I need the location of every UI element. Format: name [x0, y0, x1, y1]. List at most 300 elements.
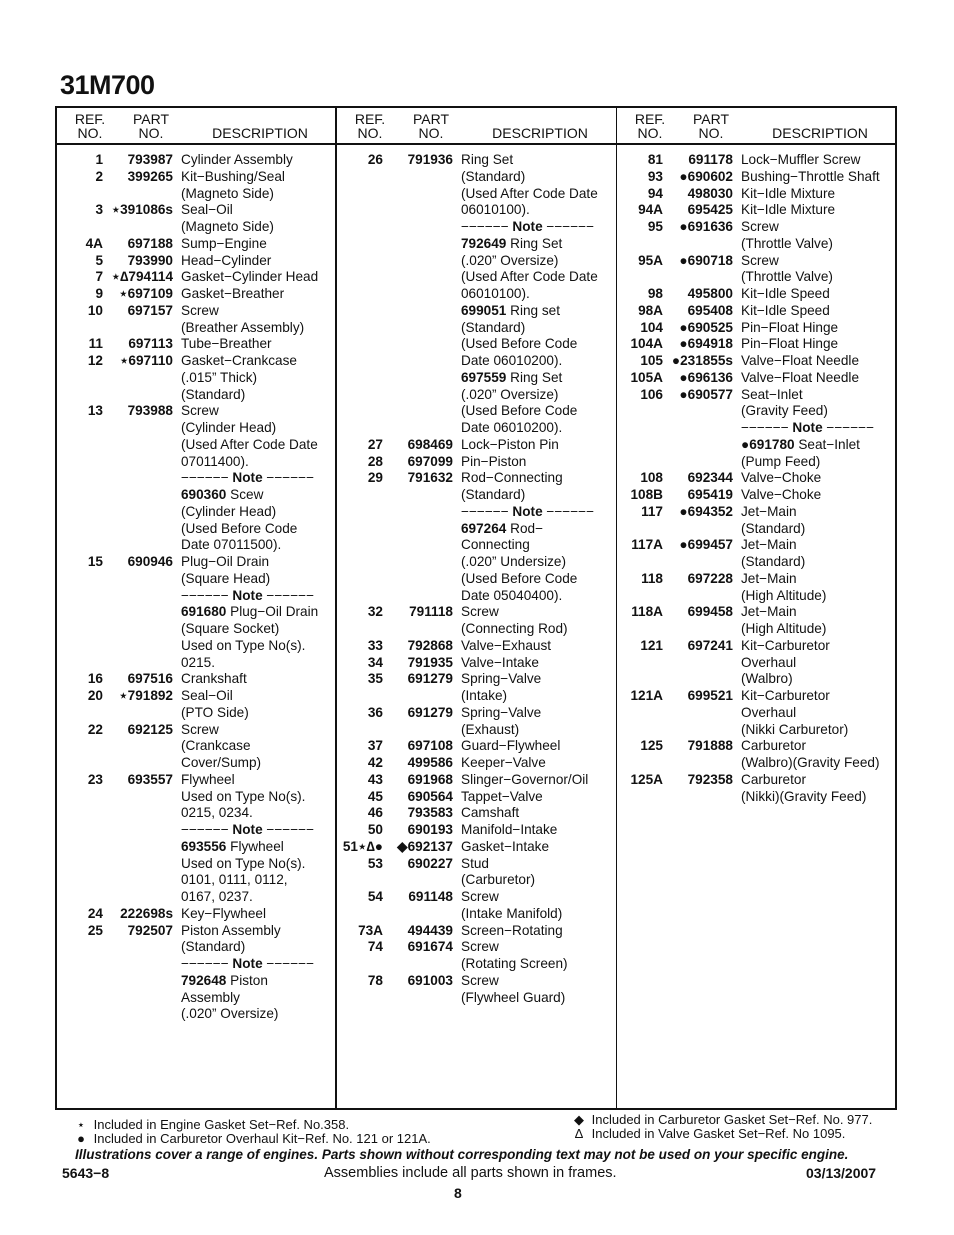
part-no: 699521 — [687, 688, 733, 703]
description: Jet−Main — [741, 537, 797, 553]
table-row — [337, 370, 616, 387]
table-row — [617, 387, 897, 404]
ref-no — [57, 504, 103, 521]
table-row — [337, 705, 616, 722]
description: Slinger−Governor/Oil — [461, 771, 589, 787]
ref-no: 23 — [87, 771, 103, 787]
description: (Cylinder Head) — [181, 420, 277, 435]
table-row — [57, 805, 335, 822]
ref-no — [337, 303, 383, 320]
description: Pin−Float Hinge — [741, 336, 839, 352]
ref-no — [337, 688, 383, 705]
ref-no — [337, 571, 383, 588]
description: Jet−Main — [741, 604, 797, 620]
ref-no: 121 — [640, 637, 663, 653]
ref-no: 35 — [367, 671, 383, 687]
part-no: 691674 — [407, 939, 453, 955]
table-row — [337, 889, 616, 906]
table-row — [337, 454, 616, 471]
part-no: 691003 — [407, 972, 453, 988]
ref-no — [57, 956, 103, 973]
part-no-header — [401, 112, 461, 140]
table-row — [57, 705, 335, 722]
description: (.020” Oversize) — [461, 386, 559, 402]
dot-symbol: ● — [77, 1131, 85, 1146]
table-row — [617, 688, 897, 705]
description: 07011400). — [181, 453, 249, 469]
description: Cover/Sump) — [181, 755, 262, 770]
part-no: 494439 — [407, 922, 453, 938]
table-row — [617, 621, 897, 638]
part-no-header — [681, 112, 741, 140]
ref-no: 78 — [367, 972, 383, 988]
ref-no: 28 — [367, 453, 383, 469]
ref-no: 118 — [641, 570, 663, 586]
description: Screw — [181, 302, 219, 318]
ref-no — [617, 269, 663, 286]
description: (Walbro)(Gravity Feed) — [741, 755, 880, 770]
ref-no — [57, 705, 103, 722]
part-no — [383, 504, 453, 521]
table-row — [617, 219, 897, 236]
table-row — [617, 202, 897, 219]
description: (.020” Oversize) — [181, 1006, 279, 1022]
table-row — [337, 470, 616, 487]
table-row — [57, 1006, 335, 1023]
part-no-header — [121, 112, 181, 140]
part-no — [103, 956, 173, 973]
ref-no — [337, 554, 383, 571]
description: (Magneto Side) — [181, 219, 274, 234]
table-row — [57, 454, 335, 471]
description: (Used Before Code — [181, 520, 298, 536]
part-no — [383, 286, 453, 303]
part-no — [103, 186, 173, 203]
part-no — [103, 738, 173, 755]
footnote-diamond — [570, 1112, 872, 1127]
part-no: 792868 — [407, 637, 453, 653]
part-no — [103, 655, 173, 672]
ref-no — [337, 286, 383, 303]
table-row — [57, 152, 335, 169]
description: −−−−−− Note −−−−−− — [461, 503, 595, 519]
description: 06010100). — [461, 286, 530, 301]
table-row — [57, 336, 335, 353]
part-no — [383, 537, 453, 554]
ref-no: 11 — [88, 336, 103, 352]
part-no — [103, 990, 173, 1007]
table-row — [617, 705, 897, 722]
part-header-line1: PART — [692, 111, 730, 127]
ref-no — [57, 738, 103, 755]
table-row — [337, 822, 616, 839]
table-row — [617, 370, 897, 387]
part-no — [103, 839, 173, 856]
table-row — [337, 688, 616, 705]
diamond-symbol: ◆ — [574, 1112, 584, 1127]
ref-no-header — [623, 112, 677, 140]
description: Screen−Rotating — [461, 922, 563, 938]
ref-no — [337, 403, 383, 420]
table-row — [617, 655, 897, 672]
ref-no — [57, 219, 103, 236]
part-no — [663, 655, 733, 672]
ref-no: 104A — [630, 336, 663, 352]
part-no — [383, 872, 453, 889]
part-no — [103, 604, 173, 621]
table-row — [337, 956, 616, 973]
description: Assembly — [181, 989, 240, 1005]
ref-no — [617, 722, 663, 739]
ref-no — [57, 939, 103, 956]
description: 0167, 0237. — [181, 889, 253, 904]
part-no: 695425 — [687, 202, 733, 218]
ref-no — [57, 973, 103, 990]
part-no — [663, 755, 733, 772]
ref-no — [337, 521, 383, 538]
description: −−−−−− Note −−−−−− — [181, 956, 315, 971]
ref-no — [57, 470, 103, 487]
page-date: 03/13/2007 — [806, 1165, 877, 1181]
table-row — [337, 923, 616, 940]
table-row — [617, 571, 897, 588]
delta-symbol: ∆ — [575, 1126, 583, 1141]
description: Screw — [741, 219, 779, 234]
ref-no — [337, 219, 383, 236]
table-row — [57, 856, 335, 873]
part-no — [383, 186, 453, 203]
part-no: 699458 — [687, 604, 733, 620]
table-row — [337, 571, 616, 588]
part-no — [383, 487, 453, 504]
table-row — [617, 320, 897, 337]
description: Sump−Engine — [181, 235, 267, 251]
description: (Throttle Valve) — [741, 269, 833, 285]
part-header-line1: PART — [412, 111, 450, 127]
part-no: ⋆791892 — [119, 688, 173, 703]
table-row — [57, 872, 335, 889]
part-no — [103, 789, 173, 806]
part-no: 691148 — [408, 889, 453, 904]
ref-no: 42 — [367, 755, 383, 770]
description: Used on Type No(s). — [181, 855, 306, 871]
description: (Rotating Screen) — [461, 956, 568, 971]
part-no — [383, 353, 453, 370]
ref-no: 81 — [647, 152, 663, 167]
description: Screw — [181, 721, 219, 737]
table-row — [617, 738, 897, 755]
part-no: 698469 — [407, 436, 453, 452]
part-no: ⋆391086s — [111, 202, 173, 218]
table-row — [617, 588, 897, 605]
ref-no — [617, 705, 663, 722]
part-header-line2: NO. — [138, 125, 164, 141]
table-row — [337, 219, 616, 236]
ref-no: 94A — [638, 202, 663, 218]
part-no: ●694352 — [679, 503, 733, 519]
description: Kit−Idle Mixture — [741, 185, 836, 201]
table-row — [617, 521, 897, 538]
description: Kit−Idle Speed — [741, 286, 830, 301]
description: Head−Cylinder — [181, 252, 272, 268]
parts-list — [617, 145, 897, 805]
part-no: 792358 — [687, 771, 733, 787]
description: (Walbro) — [741, 671, 793, 687]
part-no — [663, 671, 733, 688]
ref-no — [617, 554, 663, 571]
description: Stud — [461, 855, 489, 871]
ref-no — [617, 236, 663, 253]
description: Ring Set — [461, 152, 514, 167]
ref-no — [337, 956, 383, 973]
parts-list — [337, 145, 616, 1006]
description-header: DESCRIPTION — [492, 125, 588, 141]
ref-no: 117A — [631, 537, 663, 553]
ref-no — [337, 253, 383, 270]
table-row — [337, 906, 616, 923]
description: (Breather Assembly) — [181, 319, 305, 335]
part-no: 697113 — [128, 336, 173, 352]
description: Screw — [461, 604, 499, 620]
description: Valve−Float Needle — [741, 369, 860, 385]
table-row — [337, 839, 616, 856]
description: −−−−−− Note −−−−−− — [741, 420, 875, 435]
description: Date 06010200). — [461, 353, 563, 368]
ref-no — [57, 755, 103, 772]
description: (Pump Feed) — [741, 453, 821, 469]
part-no — [663, 236, 733, 253]
part-no — [103, 370, 173, 387]
description: Kit−Idle Speed — [741, 302, 830, 318]
part-no: 692344 — [687, 470, 733, 486]
table-row — [617, 755, 897, 772]
table-row — [617, 253, 897, 270]
description: (Cylinder Head) — [181, 503, 277, 519]
table-row — [617, 604, 897, 621]
ref-no: 16 — [87, 671, 103, 687]
column-header — [57, 108, 335, 145]
table-row — [617, 722, 897, 739]
part-no — [103, 504, 173, 521]
table-row — [617, 554, 897, 571]
part-no: 791118 — [409, 604, 453, 620]
part-no — [383, 336, 453, 353]
ref-no-header — [343, 112, 397, 140]
description: Screw — [741, 252, 779, 268]
table-row — [337, 939, 616, 956]
table-row — [337, 789, 616, 806]
table-row — [617, 303, 897, 320]
description: Seal−Oil — [181, 202, 233, 218]
description: Manifold−Intake — [461, 822, 558, 837]
table-row — [57, 236, 335, 253]
table-row — [57, 521, 335, 538]
table-row — [617, 437, 897, 454]
ref-no — [337, 872, 383, 889]
part-no — [663, 420, 733, 437]
part-no — [383, 588, 453, 605]
part-no: 691968 — [407, 771, 453, 787]
description: Valve−Exhaust — [461, 637, 552, 653]
part-no — [383, 320, 453, 337]
part-no — [103, 487, 173, 504]
table-row — [337, 336, 616, 353]
ref-no: 1 — [95, 152, 103, 167]
description: −−−−−− Note −−−−−− — [461, 219, 595, 234]
ref-no — [337, 504, 383, 521]
ref-no — [337, 621, 383, 638]
part-header-line1: PART — [132, 111, 170, 127]
ref-no — [337, 420, 383, 437]
table-row — [337, 487, 616, 504]
part-header-line2: NO. — [418, 125, 444, 141]
table-row — [57, 621, 335, 638]
ref-no — [337, 537, 383, 554]
ref-no — [57, 621, 103, 638]
ref-no: 117 — [641, 503, 663, 519]
part-no — [103, 638, 173, 655]
description: Lock−Muffler Screw — [741, 152, 861, 167]
part-no — [663, 789, 733, 806]
table-row — [57, 906, 335, 923]
ref-no — [337, 906, 383, 923]
footnote-delta — [570, 1126, 845, 1141]
description: (Standard) — [741, 554, 806, 569]
table-row — [337, 990, 616, 1007]
ref-no: 33 — [367, 637, 383, 653]
description: (Gravity Feed) — [741, 403, 828, 419]
description: Rod−Connecting — [461, 470, 563, 486]
part-no: 691178 — [688, 152, 733, 167]
description: Key−Flywheel — [181, 905, 267, 921]
description: Valve−Choke — [741, 470, 822, 486]
table-row — [57, 638, 335, 655]
table-row — [337, 320, 616, 337]
table-row — [337, 253, 616, 270]
description: Piston Assembly — [181, 922, 281, 938]
description: (High Altitude) — [741, 621, 827, 636]
description: (Magneto Side) — [181, 185, 274, 201]
table-row — [337, 403, 616, 420]
table-row — [57, 437, 335, 454]
table-row — [57, 688, 335, 705]
part-no: ◆692137 — [397, 838, 453, 854]
description: Date 07011500). — [181, 537, 282, 553]
part-no: 697157 — [127, 302, 173, 318]
ref-no: 108 — [640, 470, 663, 486]
table-row — [57, 822, 335, 839]
part-no — [383, 571, 453, 588]
ref-no — [57, 872, 103, 889]
description: (Square Socket) — [181, 621, 280, 636]
assemblies-note: Assemblies include all parts shown in frames. — [324, 1165, 617, 1181]
table-row — [57, 253, 335, 270]
description: (Connecting Rod) — [461, 621, 568, 636]
description: (Standard) — [741, 520, 806, 536]
description: Valve−Choke — [741, 487, 822, 502]
description: Keeper−Valve — [461, 755, 546, 770]
ref-no: 13 — [87, 403, 103, 419]
part-no — [103, 437, 173, 454]
description: (Used After Code Date — [181, 436, 318, 452]
description: Spring−Valve — [461, 671, 542, 687]
part-no — [383, 269, 453, 286]
ref-no — [337, 487, 383, 504]
part-no — [103, 387, 173, 404]
table-row — [617, 186, 897, 203]
description: Carburetor — [741, 738, 806, 754]
table-row — [617, 638, 897, 655]
table-row — [57, 772, 335, 789]
description: (Used Before Code — [461, 570, 578, 586]
description: Seal−Oil — [181, 688, 233, 703]
description: Screw — [181, 403, 219, 419]
part-no — [383, 169, 453, 186]
part-no: 791632 — [407, 470, 453, 486]
ref-no — [57, 805, 103, 822]
ref-no: 20 — [87, 688, 103, 703]
part-no — [383, 956, 453, 973]
ref-no — [57, 588, 103, 605]
ref-no — [337, 336, 383, 353]
table-row — [617, 454, 897, 471]
part-no: 697241 — [687, 637, 733, 653]
ref-no: 3 — [95, 202, 103, 218]
footnote-star — [72, 1117, 349, 1132]
ref-no — [617, 789, 663, 806]
description: Overhaul — [741, 704, 797, 720]
part-no — [103, 1006, 173, 1023]
ref-no: 37 — [367, 738, 383, 754]
ref-no: 45 — [367, 788, 383, 804]
ref-no — [57, 387, 103, 404]
ref-no — [57, 437, 103, 454]
ref-no: 74 — [367, 939, 383, 955]
star-symbol: ⋆ — [76, 1117, 86, 1132]
column-header — [337, 108, 616, 145]
ref-no: 94 — [647, 185, 663, 201]
table-row — [617, 353, 897, 370]
ref-no — [57, 839, 103, 856]
part-header-line2: NO. — [698, 125, 724, 141]
ref-no: 22 — [87, 721, 103, 737]
description: 0101, 0111, 0112, — [181, 872, 288, 888]
ref-header-line1: REF. — [74, 111, 106, 127]
ref-no: 51⋆∆● — [342, 838, 383, 854]
ref-no — [337, 269, 383, 286]
part-no — [103, 621, 173, 638]
description: Flywheel — [181, 771, 235, 787]
part-no — [103, 973, 173, 990]
part-no — [663, 403, 733, 420]
description: (Exhaust) — [461, 721, 520, 737]
table-row — [337, 236, 616, 253]
description: −−−−−− Note −−−−−− — [181, 587, 315, 603]
table-row — [337, 152, 616, 169]
ref-no: 104 — [640, 319, 663, 335]
ref-no: 125A — [630, 771, 663, 787]
table-row — [57, 755, 335, 772]
table-row — [337, 286, 616, 303]
description: 792648 Piston — [181, 972, 268, 988]
part-no: 695408 — [687, 302, 733, 318]
table-row — [57, 722, 335, 739]
table-row — [57, 470, 335, 487]
ref-no — [337, 202, 383, 219]
ref-no: 98 — [647, 286, 663, 301]
description: (Nikki)(Gravity Feed) — [741, 788, 867, 804]
table-row — [57, 973, 335, 990]
